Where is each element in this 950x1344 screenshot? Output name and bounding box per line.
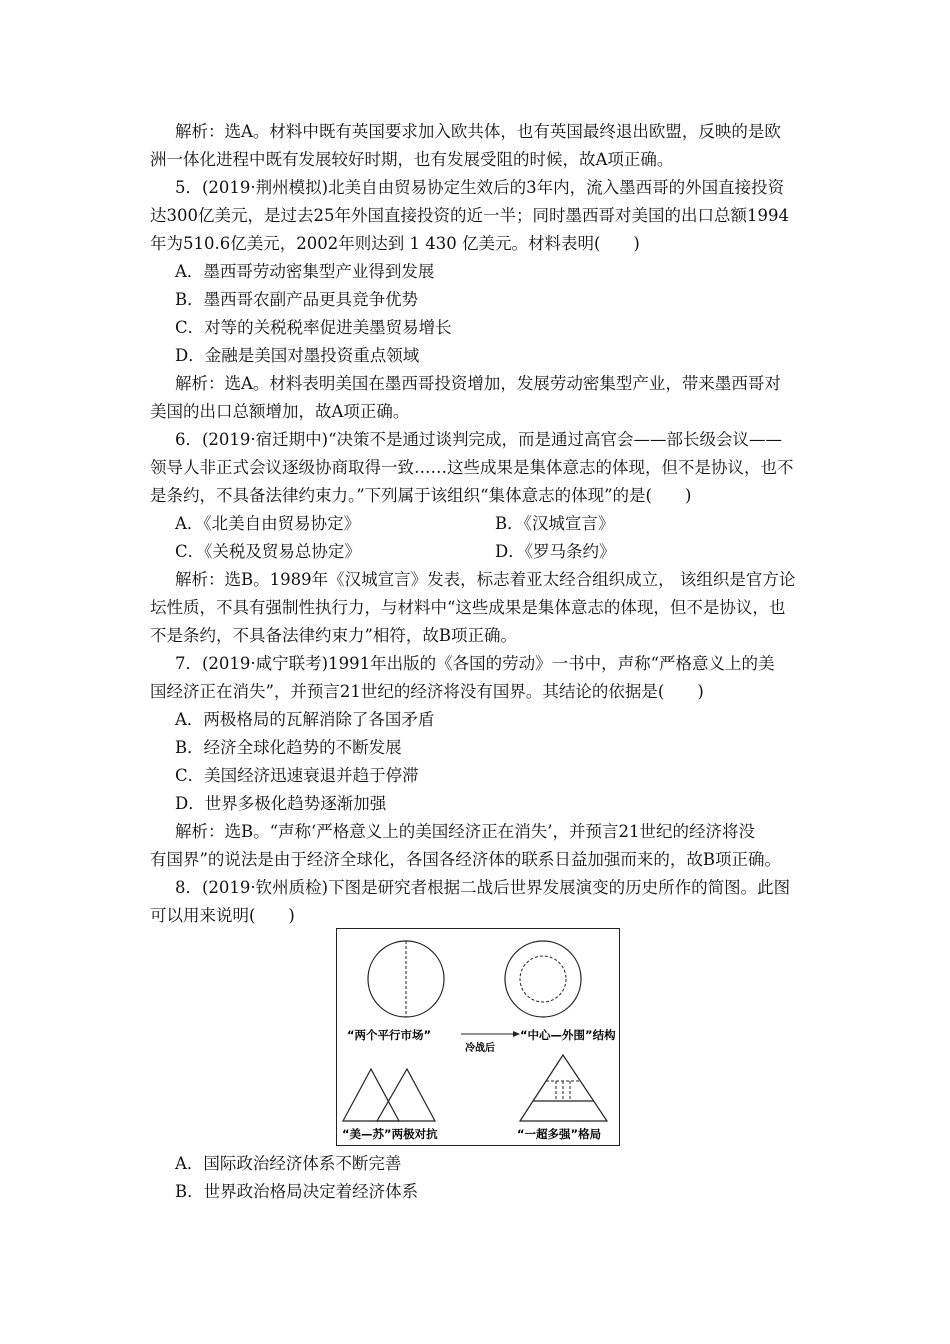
analysis-4-line-2: 洲一体化进程中既有发展较好时期，也有发展受阻的时候，故A项正确。 bbox=[150, 150, 674, 169]
arrow-label: 冷战后 bbox=[465, 1043, 495, 1054]
analysis-7-line-1: 解析：选B。“声称‘严格意义上的美国经济正在消失’，并预言21世纪的经济将没 bbox=[175, 822, 756, 841]
center-periphery-outer-circle bbox=[505, 941, 581, 1017]
question-7-stem-line-2: 国经济正在消失”，并预言21世纪的经济将没有国界。其结论的依据是( ) bbox=[150, 682, 704, 701]
analysis-5-line-2: 美国的出口总额增加，故A项正确。 bbox=[150, 402, 410, 421]
analysis-4-line-1: 解析：选A。材料中既有英国要求加入欧共体，也有英国最终退出欧盟，反映的是欧 bbox=[175, 122, 781, 141]
question-7-option-d: D．世界多极化趋势逐渐加强 bbox=[175, 794, 387, 813]
question-5-stem-line-2: 达300亿美元，是过去25年外国直接投资的近一半；同时墨西哥对美国的出口总额1994 bbox=[150, 206, 789, 225]
question-6-stem-line-2: 领导人非正式会议逐级协商取得一致……这些成果是集体意志的体现，但不是协议，也不 bbox=[150, 458, 794, 477]
question-7-option-c: C．美国经济迅速衰退并趋于停滞 bbox=[175, 766, 419, 785]
question-8-stem-line-1: 8．(2019·钦州质检)下图是研究者根据二战后世界发展演变的历史所作的简图。此图 bbox=[175, 878, 791, 897]
question-8-option-a: A．国际政治经济体系不断完善 bbox=[175, 1154, 402, 1173]
ussr-triangle bbox=[377, 1069, 435, 1121]
analysis-6-line-1: 解析：选B。1989年《汉城宣言》发表，标志着亚太经合组织成立， 该组织是官方论 bbox=[175, 570, 796, 589]
analysis-6-line-3: 不是条约，不具备法律约束力”相符，故B项正确。 bbox=[150, 626, 518, 645]
transition-arrow-head bbox=[513, 1031, 520, 1037]
analysis-7-line-2: 有国界”的说法是由于经济全球化，各国各经济体的联系日益加强而来的，故B项正确。 bbox=[150, 850, 782, 869]
question-7-option-b: B．经济全球化趋势的不断发展 bbox=[175, 738, 402, 757]
question-6-option-a: A．《北美自由贸易协定》 bbox=[175, 514, 361, 533]
top-left-label: “两个平行市场” bbox=[347, 1028, 432, 1042]
question-5-stem-line-1: 5．(2019·荆州模拟)北美自由贸易协定生效后的3年内，流入墨西哥的外国直接投资 bbox=[175, 178, 785, 197]
question-5-option-c: C．对等的关税税率促进美墨贸易增长 bbox=[175, 318, 452, 337]
question-6-stem-line-1: 6．(2019·宿迁期中)“决策不是通过谈判完成，而是通过高官会——部长级会议—— bbox=[175, 430, 783, 449]
world-pattern-diagram bbox=[336, 928, 620, 1146]
question-5-option-a: A．墨西哥劳动密集型产业得到发展 bbox=[175, 262, 435, 281]
top-right-label: “中心—外围”结构 bbox=[520, 1028, 616, 1042]
us-triangle bbox=[343, 1069, 399, 1121]
question-7-stem-line-1: 7．(2019·咸宁联考)1991年出版的《各国的劳动》一书中，声称“严格意义上的美 bbox=[175, 654, 775, 673]
analysis-6-line-2: 坛性质，不具有强制性执行力，与材料中“这些成果是集体意志的体现，但不是协议，也 bbox=[150, 598, 786, 617]
question-7-option-a: A．两极格局的瓦解消除了各国矛盾 bbox=[175, 710, 435, 729]
question-6-stem-line-3: 是条约，不具备法律约束力。”下列属于该组织“集体意志的体现”的是( ) bbox=[150, 486, 692, 505]
question-8-option-b: B．世界政治格局决定着经济体系 bbox=[175, 1182, 419, 1201]
bottom-left-label: “美—苏”两极对抗 bbox=[342, 1127, 438, 1141]
question-5-stem-line-3: 年为510.6亿美元，2002年则达到 1 430 亿美元。材料表明( ) bbox=[150, 234, 640, 253]
question-5-option-d: D．金融是美国对墨投资重点领域 bbox=[175, 346, 420, 365]
question-6-option-c: C．《关税及贸易总协定》 bbox=[175, 542, 361, 561]
question-8-stem-line-2: 可以用来说明( ) bbox=[150, 906, 295, 925]
center-periphery-inner-circle bbox=[520, 956, 566, 1002]
bottom-right-label: “一超多强”格局 bbox=[517, 1127, 602, 1141]
question-5-option-b: B．墨西哥农副产品更具竞争优势 bbox=[175, 290, 419, 309]
question-6-option-b: B．《汉城宣言》 bbox=[495, 514, 615, 533]
analysis-5-line-1: 解析：选A。材料表明美国在墨西哥投资增加，发展劳动密集型产业，带来墨西哥对 bbox=[175, 374, 781, 393]
question-6-option-d: D．《罗马条约》 bbox=[495, 542, 616, 561]
